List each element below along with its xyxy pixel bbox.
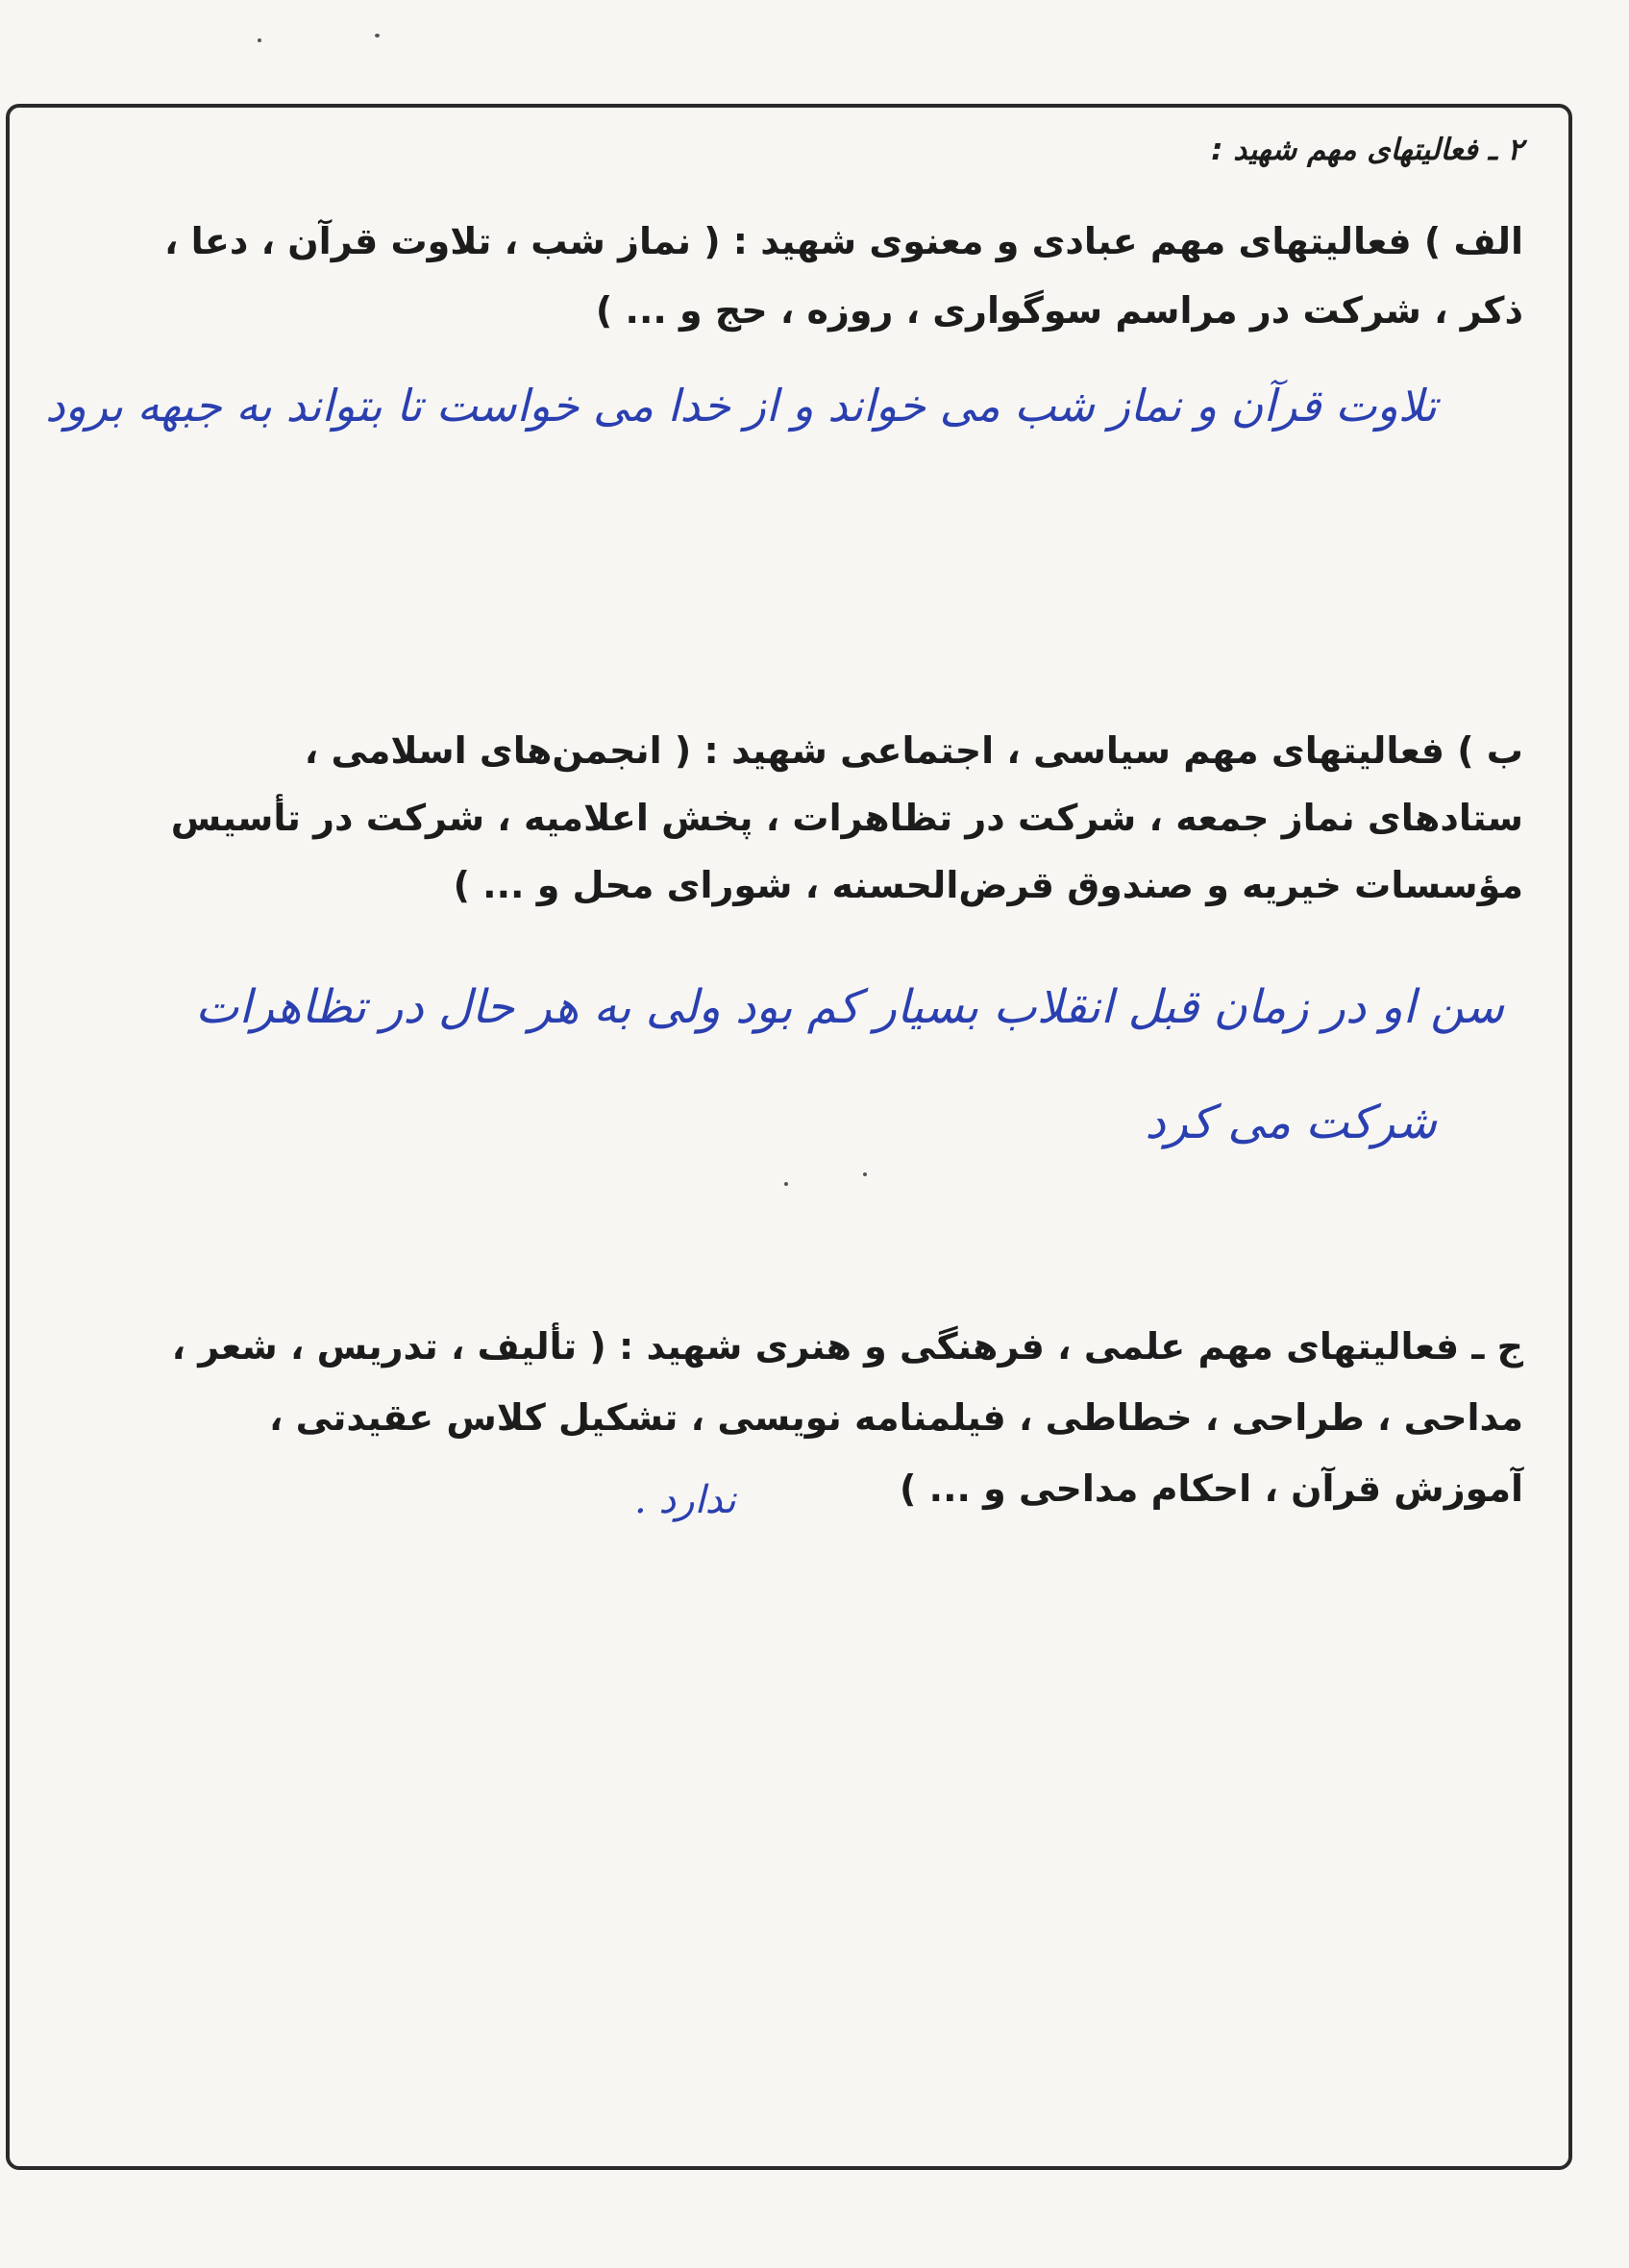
scan-speck bbox=[258, 38, 261, 42]
part-c-handwritten-answer: ندارد . bbox=[634, 1478, 736, 1522]
scan-speck bbox=[375, 34, 380, 37]
part-a-printed bbox=[111, 213, 1523, 338]
part-b-line-2: ستادهای نماز جمعه ، شرکت در تظاهرات ، پخش اعلامیه ، شرکت در تأسیس bbox=[170, 797, 1523, 839]
part-b-handwritten-line-2: شرکت می کرد bbox=[1145, 1096, 1437, 1149]
part-c-line-2: مداحی ، طراحی ، خطاطی ، فیلمنامه نویسی ، تشکیل کلاس عقیدتی ، bbox=[268, 1396, 1523, 1439]
part-b-line-3: مؤسسات خیریه و صندوق قرض‌الحسنه ، شورای محل و ... ) bbox=[453, 864, 1523, 906]
part-b-handwritten-line-1: سن او در زمان قبل انقلاب بسیار کم بود ولی به هر حال در تظاهرات bbox=[195, 980, 1504, 1034]
part-c-printed bbox=[111, 1319, 1523, 1516]
part-c-line-1: ج ـ فعالیتهای مهم علمی ، فرهنگی و هنری شهید : ( تألیف ، تدریس ، شعر ، bbox=[171, 1325, 1523, 1368]
scan-speck bbox=[784, 1182, 788, 1186]
part-c-line-3: آموزش قرآن ، احکام مداحی و ... ) bbox=[900, 1467, 1523, 1510]
part-b-printed bbox=[111, 723, 1523, 913]
part-b-line-1: ب ) فعالیتهای مهم سیاسی ، اجتماعی شهید : ( انجمن‌های اسلامی ، bbox=[304, 729, 1523, 772]
part-a-line-1: الف ) فعالیتهای مهم عبادی و معنوی شهید : ( نماز شب ، تلاوت قرآن ، دعا ، bbox=[163, 220, 1523, 262]
section-title: ۲ ـ فعالیتهای مهم شهید : bbox=[1211, 133, 1523, 167]
part-a-handwritten-answer: تلاوت قرآن و نماز شب می خواند و از خدا می خواست تا بتواند به جبهه برود bbox=[45, 380, 1437, 431]
part-a-line-2: ذکر ، شرکت در مراسم سوگواری ، روزه ، حج و ... ) bbox=[595, 289, 1523, 332]
scan-speck bbox=[863, 1172, 867, 1176]
